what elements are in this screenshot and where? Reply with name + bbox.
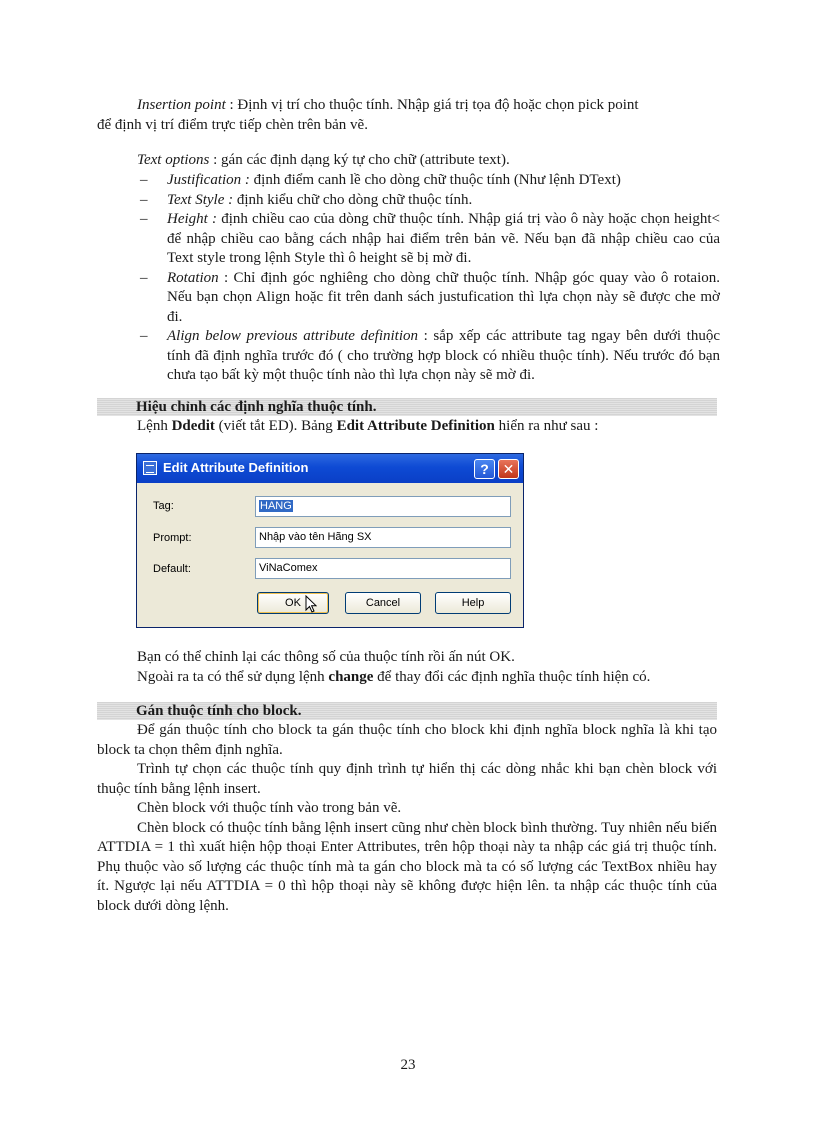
dialog-titlebar: [137, 454, 523, 483]
dash-bullet: –: [140, 269, 148, 286]
dialog-title: Edit Attribute Definition: [163, 460, 309, 475]
line2-text-a: Ngoài ra ta có thể sử dụng lệnh: [137, 668, 329, 685]
text-options-label: Text options: [137, 152, 210, 168]
body-paragraph: Chèn block có thuộc tính bằng lệnh insert cũng như chèn block bình thường. Tuy nhiên nếu biến ATTDIA = 1 thì xuất hiện hộp thoại Enter Attributes, trên hộp thoại này ta nhập các giá trị thuộc tính. Phụ thuộc vào số lượng các thuộc tính mà ta gán cho block mà ta có số lượng các TextBox nhiều hay ít. Ngược lại nếu ATTDIA = 0 thì hộp thoại này sẽ không được hiện lên. ta nhập các thuộc tính của block dưới dòng lệnh.: [97, 819, 717, 914]
insertion-point-paragraph: [97, 96, 717, 135]
default-input[interactable]: ViNaComex: [255, 558, 511, 579]
ddedit-text-c: (viết tắt ED). Bảng: [214, 418, 337, 434]
list-item-text: định điểm canh lề cho dòng chữ thuộc tính (Như lệnh DText): [249, 172, 621, 188]
dash-bullet: –: [140, 191, 148, 208]
body-paragraph: Trình tự chọn các thuộc tính quy định trình tự hiển thị các dòng nhắc khi bạn chèn block với thuộc tính bằng lệnh insert.: [97, 761, 717, 797]
insertion-point-label: Insertion point: [137, 97, 226, 113]
text-options-list: [140, 171, 720, 386]
list-item-text: định kiểu chữ cho dòng chữ thuộc tính.: [233, 191, 473, 208]
insertion-point-text-1: : Định vị trí cho thuộc tính. Nhập giá trị tọa độ hoặc chọn pick point: [225, 97, 639, 113]
page-number: 23: [400, 1057, 416, 1073]
after-dialog-line-2: [137, 668, 737, 688]
dialog-name-bold: Edit Attribute Definition: [336, 418, 495, 434]
insertion-point-text-2: để định vị trí điểm trực tiếp chèn trên bản vẽ.: [97, 116, 368, 133]
line2-text-c: để thay đổi các định nghĩa thuộc tính hiện có.: [373, 668, 651, 685]
list-item: [140, 210, 720, 269]
list-item-text: : sắp xếp các attribute tag ngay bên dưới thuộc tính đã định nghĩa trước đó ( cho trường hợp block có nhiều thuộc tính). Nếu trước đó bạn chưa tạo bất kỳ một thuộc tính nào thì lựa chọn này sẽ mờ đi.: [167, 328, 720, 383]
after-dialog-paragraph: [137, 648, 737, 687]
tag-input[interactable]: [255, 496, 511, 517]
text-options-paragraph: [97, 151, 717, 171]
default-label: Default:: [153, 563, 191, 575]
assign-attributes-body: [97, 721, 717, 916]
dash-bullet: –: [140, 211, 148, 227]
ddedit-command: Ddedit: [171, 418, 215, 434]
help-question-button[interactable]: ?: [474, 459, 495, 479]
prompt-label: Prompt:: [153, 532, 192, 544]
body-paragraph: Chèn block với thuộc tính vào trong bản vẽ.: [137, 800, 402, 816]
list-item-text: định chiều cao của dòng chữ thuộc tính. Nhập giá trị vào ô này hoặc chọn height< để nhập chiều cao bằng cách nhập hai điểm trên bản vẽ. Nếu bạn đã nhập chiều cao của Text style trong lệnh Style thì ô height sẽ bị mờ đi.: [167, 211, 720, 266]
ddedit-text-a: Lệnh: [137, 418, 172, 434]
tag-input-value: HANG: [260, 500, 292, 512]
list-item: [140, 191, 720, 211]
body-paragraph: Để gán thuộc tính cho block ta gán thuộc tính cho block khi định nghĩa block nghĩa là khi tạo block ta chọn thêm định nghĩa.: [97, 722, 717, 758]
tag-label: Tag:: [153, 500, 174, 512]
edit-attribute-definition-dialog: [136, 453, 524, 628]
list-item-label: Text Style :: [167, 191, 234, 208]
help-button[interactable]: Help: [435, 592, 511, 614]
section-heading-text: Hiệu chỉnh các định nghĩa thuộc tính.: [136, 399, 377, 415]
window-icon: [143, 461, 157, 475]
section-heading-edit-definition: [97, 398, 717, 416]
list-item-label: Align below previous attribute definition: [167, 328, 418, 344]
change-command: change: [328, 668, 374, 685]
list-item-label: Rotation: [167, 269, 219, 286]
ddedit-paragraph: [137, 417, 737, 437]
dash-bullet: –: [140, 328, 148, 344]
list-item: [140, 327, 720, 386]
dash-bullet: –: [140, 172, 148, 188]
text-options-text: : gán các định dạng ký tự cho chữ (attribute text).: [209, 152, 510, 168]
cancel-button[interactable]: Cancel: [345, 592, 421, 614]
mouse-cursor-icon: [305, 595, 317, 613]
ok-button[interactable]: OK: [257, 592, 329, 614]
prompt-input[interactable]: Nhập vào tên Hãng SX: [255, 527, 511, 548]
list-item-label: Justification :: [167, 172, 250, 188]
list-item: [140, 171, 720, 191]
list-item: [140, 269, 720, 328]
list-item-label: Height :: [167, 211, 218, 227]
section-heading-text: Gán thuộc tính cho block.: [136, 703, 302, 719]
after-dialog-line-1: Bạn có thể chỉnh lại các thông số của thuộc tính rồi ấn nút OK.: [137, 649, 515, 665]
close-button[interactable]: ✕: [498, 459, 519, 479]
list-item-text: : Chỉ định góc nghiêng cho dòng chữ thuộc tính. Nhập góc quay vào ô rotaion. Nếu bạn chọn Align hoặc fit trên danh sách justufication thì lựa chọn này sẽ được che mờ đi.: [167, 269, 720, 325]
ddedit-text-e: hiển ra như sau :: [494, 418, 599, 434]
section-heading-assign-attributes: [97, 702, 717, 720]
